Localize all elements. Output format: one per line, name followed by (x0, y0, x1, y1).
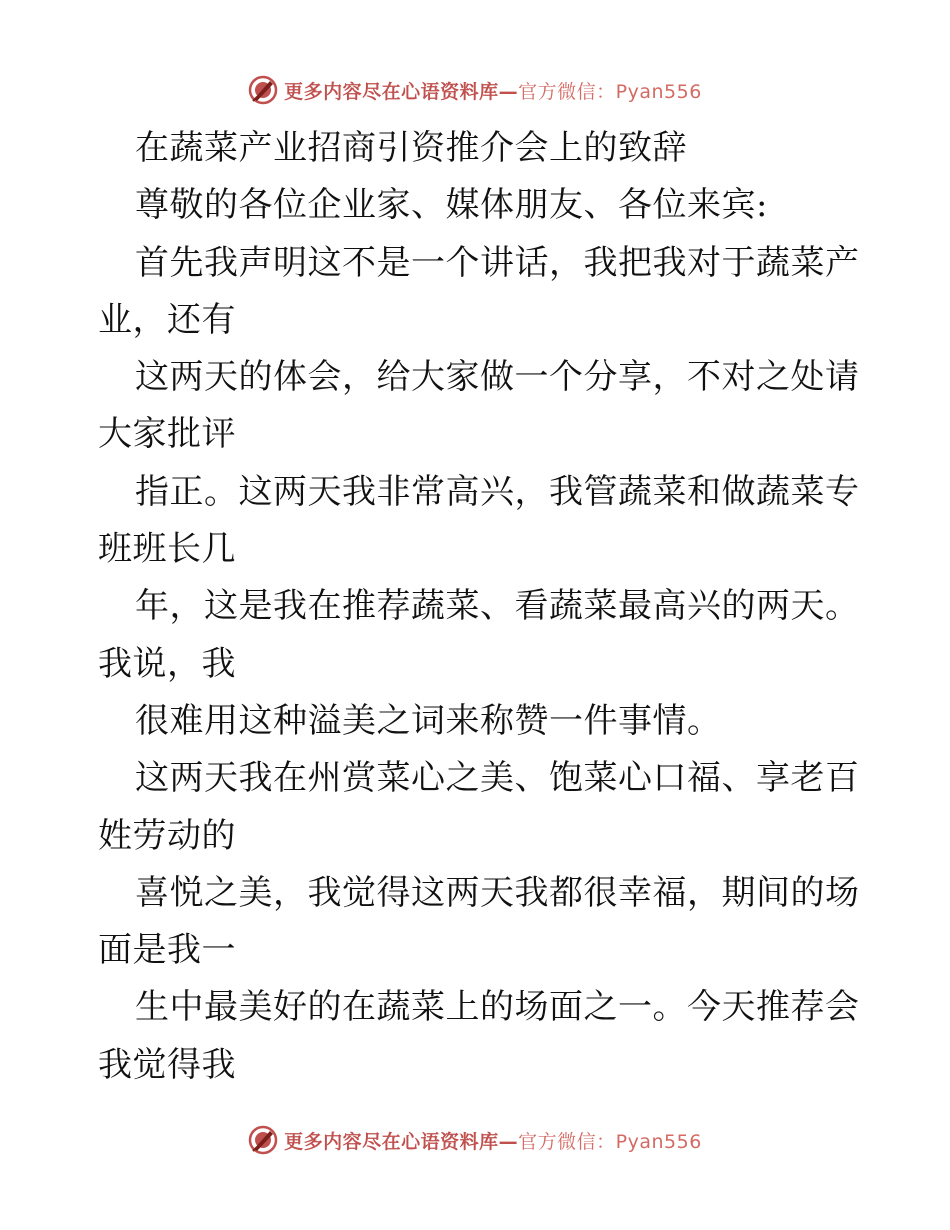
paragraph-line: 面是我一 (98, 930, 236, 971)
paragraph-line: 很难用这种溢美之词来称赞一件事情。 (135, 700, 722, 741)
paragraph-line: 姓劳动的 (98, 815, 236, 856)
paragraph-line: 班班长几 (98, 529, 236, 570)
paragraph-line: 这两天我在州赏菜心之美、饱菜心口福、享老百 (135, 758, 860, 799)
paragraph-line: 喜悦之美，我觉得这两天我都很幸福，期间的场 (135, 872, 860, 913)
paragraph-line: 大家批评 (98, 414, 236, 455)
paragraph-line: 我觉得我 (98, 1044, 236, 1085)
paragraph-line: 年，这是我在推荐蔬菜、看蔬菜最高兴的两天。 (135, 586, 860, 627)
paragraph-line: 生中最美好的在蔬菜上的场面之一。今天推荐会 (135, 987, 860, 1028)
paragraph-line: 指正。这两天我非常高兴，我管蔬菜和做蔬菜专 (135, 471, 860, 512)
paragraph-line: 尊敬的各位企业家、媒体朋友、各位来宾: (135, 185, 768, 226)
paragraph-line: 业，还有 (98, 299, 236, 340)
quill-pen-logo-icon (248, 1125, 278, 1155)
quill-pen-logo-icon (248, 75, 278, 105)
footer-banner (0, 1120, 950, 1160)
banner-wechat-text: 官方微信：Pyan556 (518, 1130, 702, 1153)
banner-brand-text: 更多内容尽在心语资料库— (284, 80, 519, 103)
paragraph-line: 首先我声明这不是一个讲话，我把我对于蔬菜产 (135, 242, 860, 283)
document-title: 在蔬菜产业招商引资推介会上的致辞 (135, 128, 687, 168)
banner-wechat-text: 官方微信：Pyan556 (518, 80, 702, 103)
header-banner (0, 70, 950, 110)
paragraph-line: 这两天的体会，给大家做一个分享，不对之处请 (135, 357, 860, 398)
banner-brand-text: 更多内容尽在心语资料库— (284, 1130, 519, 1153)
paragraph-line: 我说，我 (98, 643, 236, 684)
document-body (98, 120, 858, 1094)
